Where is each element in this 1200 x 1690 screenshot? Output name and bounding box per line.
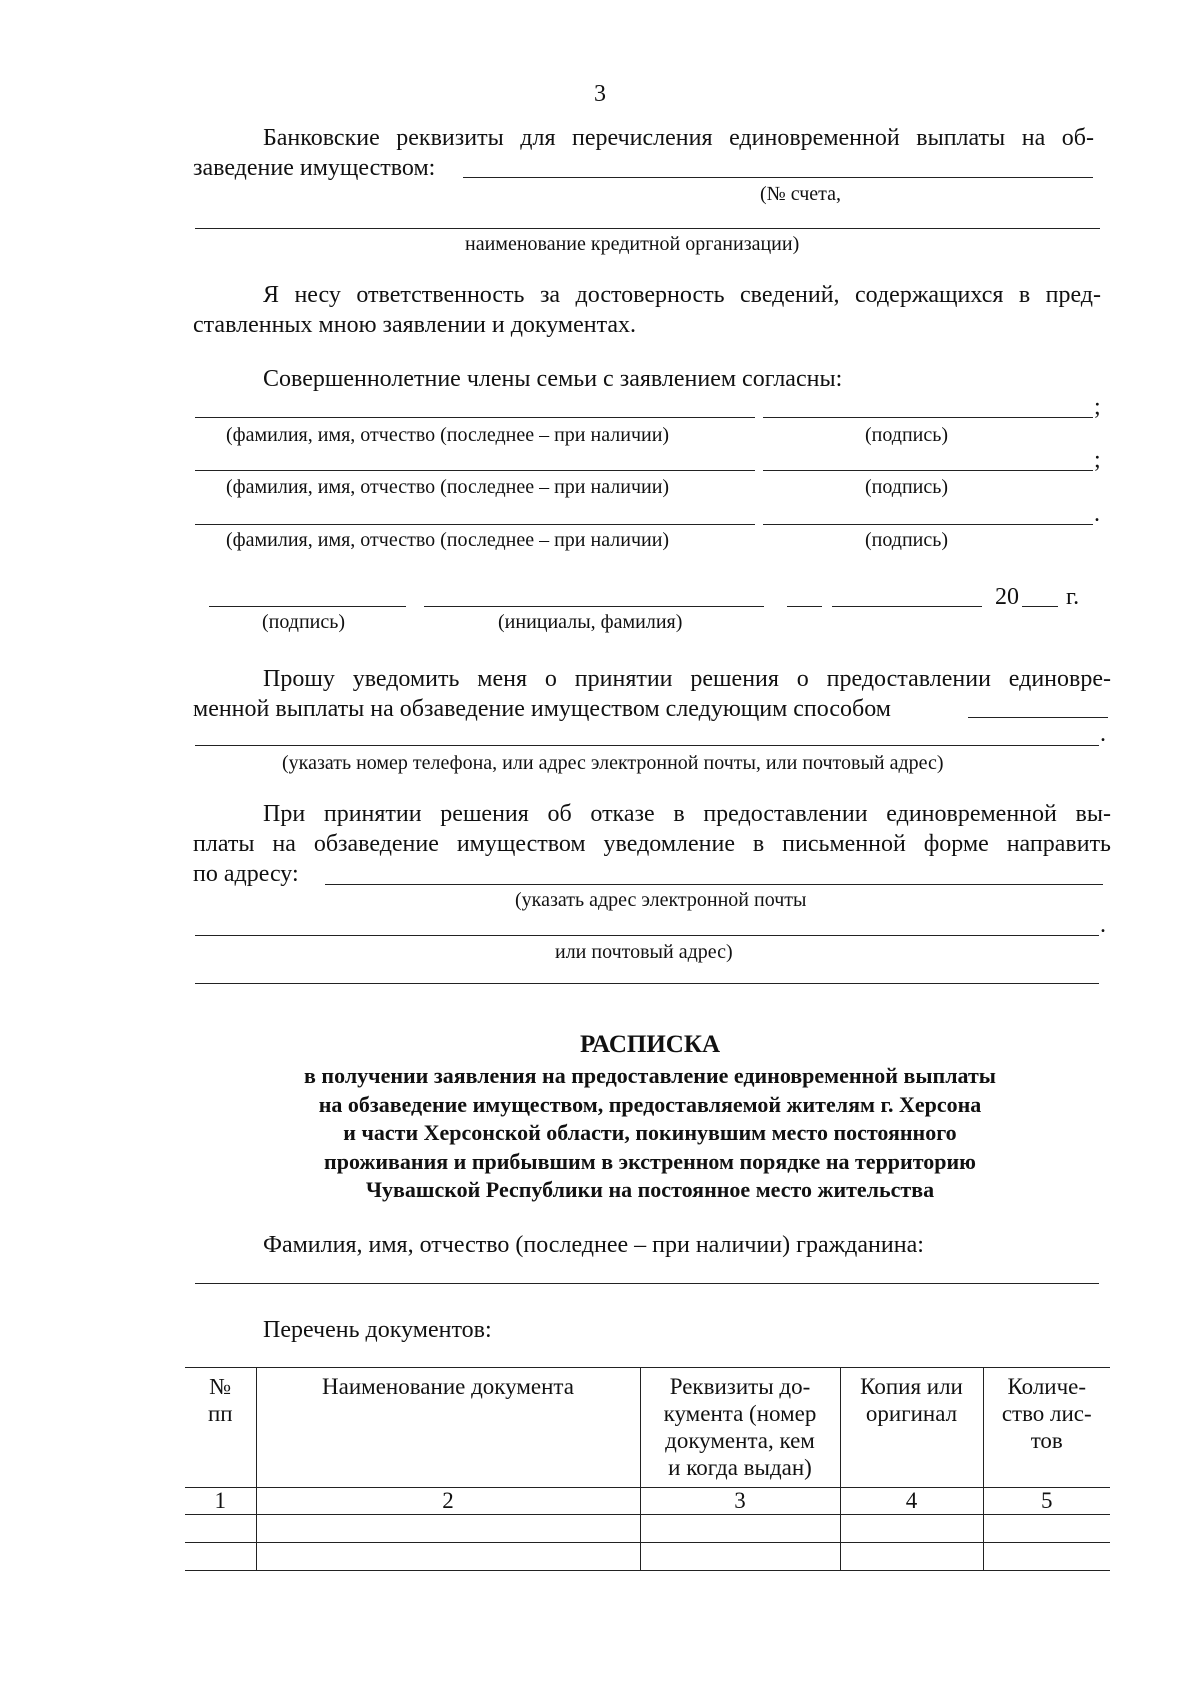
table-cell[interactable] xyxy=(840,1515,983,1543)
month-line[interactable] xyxy=(832,606,982,607)
documents-label: Перечень документов: xyxy=(263,1317,492,1343)
account-caption: (№ счета, xyxy=(760,183,842,205)
refusal-line2: платы на обзаведение имуществом уведомление в письменной форме направить xyxy=(193,831,1111,857)
family-name-caption-3: (фамилия, имя, отчество (последнее – при наличии) xyxy=(226,529,670,551)
refusal-line1: При принятии решения об отказе в предоставлении единовременной вы- xyxy=(263,801,1111,827)
notify-method-line-1[interactable] xyxy=(968,717,1108,718)
table-cell[interactable] xyxy=(840,1543,983,1571)
refusal-ending: . xyxy=(1100,912,1106,938)
refusal-line3: по адресу: xyxy=(193,861,299,887)
bank-paragraph-line1: Банковские реквизиты для перечисления единовременной выплаты на об- xyxy=(263,125,1094,151)
bank-name-line[interactable] xyxy=(195,228,1100,229)
column-number-1: 1 xyxy=(185,1488,256,1515)
table-cell[interactable] xyxy=(256,1515,640,1543)
family-name-line-1[interactable] xyxy=(195,417,755,418)
notify-line2: менной выплаты на обзаведение имуществом следующим способом xyxy=(193,696,891,722)
family-signature-caption-3: (подпись) xyxy=(865,529,949,551)
table-row xyxy=(185,1515,1110,1543)
row-ending-3: . xyxy=(1094,501,1100,527)
table-row xyxy=(185,1543,1110,1571)
refusal-caption-1: (указать адрес электронной почты xyxy=(515,889,807,911)
column-number-4: 4 xyxy=(840,1488,983,1515)
notify-method-line-2[interactable] xyxy=(195,745,1099,746)
column-number-5: 5 xyxy=(983,1488,1110,1515)
column-number-2: 2 xyxy=(256,1488,640,1515)
family-signature-caption-2: (подпись) xyxy=(865,476,949,498)
family-signature-line-1[interactable] xyxy=(763,417,1093,418)
header-document-name: Наименование документа xyxy=(256,1368,640,1488)
header-copy-or-original: Копия или оригинал xyxy=(840,1368,983,1488)
family-intro: Совершеннолетние члены семьи с заявлением согласны: xyxy=(263,366,843,392)
initials-line[interactable] xyxy=(424,606,764,607)
receipt-title: РАСПИСКА xyxy=(579,1031,721,1058)
receipt-subtitle-line-2: на обзаведение имуществом, предоставляемой жителям г. Херсона xyxy=(318,1091,982,1117)
signature-line[interactable] xyxy=(209,606,406,607)
account-number-line[interactable] xyxy=(463,177,1093,178)
table-cell[interactable] xyxy=(640,1543,840,1571)
signature-caption: (подпись) xyxy=(262,611,346,633)
table-header-row xyxy=(185,1368,1110,1488)
receipt-subtitle-line-4: проживания и прибывшим в экстренном порядке на территорию xyxy=(324,1148,976,1174)
bank-paragraph-line2: заведение имуществом: xyxy=(193,155,436,181)
receipt-subtitle xyxy=(0,1062,1200,1205)
row-ending-2: ; xyxy=(1094,447,1101,473)
citizen-name-line[interactable] xyxy=(195,1283,1099,1284)
table-cell[interactable] xyxy=(185,1543,256,1571)
family-name-line-3[interactable] xyxy=(195,524,755,525)
year-line[interactable] xyxy=(1022,606,1058,607)
bank-name-caption: наименование кредитной организации) xyxy=(465,233,800,255)
receipt-subtitle-line-3: и части Херсонской области, покинувшим место постоянного xyxy=(343,1120,957,1145)
documents-table xyxy=(185,1367,1110,1571)
family-name-caption-1: (фамилия, имя, отчество (последнее – при наличии) xyxy=(226,424,670,446)
section-divider xyxy=(195,983,1099,984)
receipt-subtitle-line-5: Чувашской Республики на постоянное место жительства xyxy=(365,1177,935,1202)
refusal-address-line-1[interactable] xyxy=(325,884,1103,885)
responsibility-line1: Я несу ответственность за достоверность сведений, содержащихся в пред- xyxy=(263,282,1101,308)
header-sheet-count: Количе- ство лис- тов xyxy=(983,1368,1110,1488)
header-number: № пп xyxy=(185,1368,256,1488)
family-signature-caption-1: (подпись) xyxy=(865,424,949,446)
table-numbering-row xyxy=(185,1488,1110,1515)
family-signature-line-2[interactable] xyxy=(763,470,1093,471)
page-number: 3 xyxy=(594,81,606,107)
receipt-subtitle-line-1: в получении заявления на предоставление единовременной выплаты xyxy=(304,1063,996,1088)
table-cell[interactable] xyxy=(256,1543,640,1571)
initials-caption: (инициалы, фамилия) xyxy=(498,611,683,633)
refusal-address-line-2[interactable] xyxy=(195,935,1099,936)
table-cell[interactable] xyxy=(983,1515,1110,1543)
family-name-caption-2: (фамилия, имя, отчество (последнее – при наличии) xyxy=(226,476,670,498)
column-number-3: 3 xyxy=(640,1488,840,1515)
notify-line1: Прошу уведомить меня о принятии решения о предоставлении единовре- xyxy=(263,666,1111,692)
day-line[interactable] xyxy=(787,606,822,607)
family-signature-line-3[interactable] xyxy=(763,524,1093,525)
row-ending-1: ; xyxy=(1094,394,1101,420)
year-prefix: 20 xyxy=(995,584,1019,610)
notify-ending: . xyxy=(1100,721,1106,747)
citizen-label: Фамилия, имя, отчество (последнее – при наличии) гражданина: xyxy=(263,1232,924,1258)
family-name-line-2[interactable] xyxy=(195,470,755,471)
table-cell[interactable] xyxy=(185,1515,256,1543)
table-cell[interactable] xyxy=(983,1543,1110,1571)
notify-caption: (указать номер телефона, или адрес электронной почты, или почтовый адрес) xyxy=(282,752,944,774)
year-suffix: г. xyxy=(1066,584,1080,610)
header-document-details: Реквизиты до- кумента (номер документа, кем и когда выдан) xyxy=(640,1368,840,1488)
table-cell[interactable] xyxy=(640,1515,840,1543)
responsibility-line2: ставленных мною заявлении и документах. xyxy=(193,312,637,338)
refusal-caption-2: или почтовый адрес) xyxy=(555,941,733,963)
